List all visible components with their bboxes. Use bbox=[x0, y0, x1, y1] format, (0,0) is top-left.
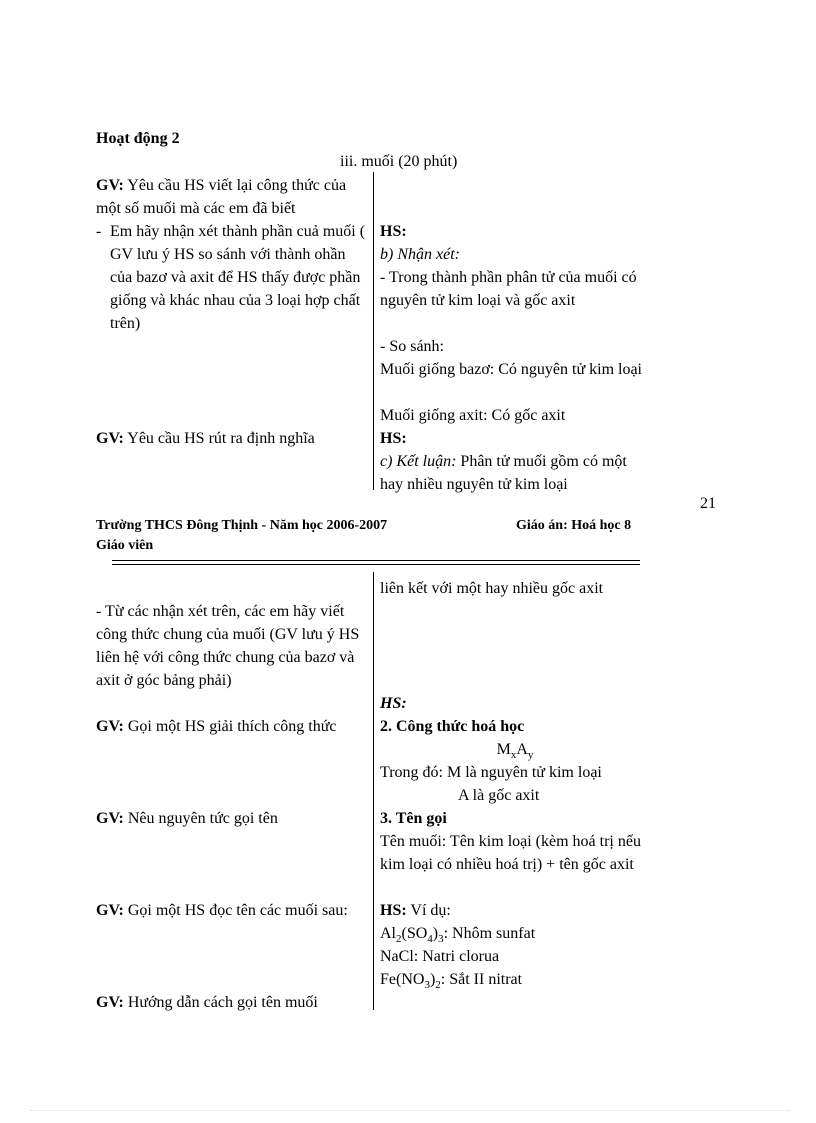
hs-label: HS: bbox=[380, 430, 407, 447]
formula-y: y bbox=[527, 749, 534, 762]
hs-label: HS: bbox=[380, 902, 407, 919]
activity-heading: Hoạt động 2 bbox=[96, 130, 180, 147]
footer-subject: Giáo án: Hoá học 8 bbox=[516, 518, 632, 533]
bullet-text: Em hãy nhận xét thành phần cuả muối ( GV lưu ý HS so sánh với thành ohần của bazơ và axit để HS thấy được phần giống và khác nhau của 3 loại hợp chất trên) bbox=[110, 223, 366, 332]
section-title: iii. muối (20 phút) bbox=[340, 153, 458, 170]
formula-explain-m: Trong đó: M là nguyên tử kim loại bbox=[380, 764, 602, 781]
observation-text: - Trong thành phần phân tử của muối có nguyên tử kim loại và gốc axit bbox=[380, 269, 637, 309]
conclusion-label: c) Kết luận: bbox=[380, 453, 457, 470]
conclusion bbox=[380, 450, 650, 496]
gv-instruction-6 bbox=[96, 991, 366, 1014]
formula-title: 2. Công thức hoá học bbox=[380, 718, 525, 735]
page-number: 21 bbox=[700, 495, 716, 512]
footer-teacher: Giáo viên bbox=[96, 538, 154, 553]
compare-label: - So sánh: bbox=[380, 338, 444, 355]
hs-label: HS: bbox=[380, 223, 407, 240]
gv-instruction-2 bbox=[96, 427, 366, 450]
formula-a: A bbox=[516, 741, 528, 758]
nhan-xet-label: b) Nhận xét: bbox=[380, 246, 460, 263]
column-divider bbox=[373, 172, 374, 490]
example-header bbox=[380, 899, 650, 922]
instruction-general-formula: - Từ các nhận xét trên, các em hãy viết công thức chung của muối (GV lưu ý HS liên hệ với công thức chung của bazơ và axit ở góc bảng phải) bbox=[96, 603, 360, 689]
gv-label: GV: bbox=[96, 430, 124, 447]
naming-title: 3. Tên gọi bbox=[380, 810, 447, 827]
gv-text: Yêu cầu HS rút ra định nghĩa bbox=[123, 430, 315, 447]
gv-label: GV: bbox=[96, 718, 124, 735]
formula-explain-a: A là gốc axit bbox=[458, 787, 540, 804]
gv-instruction-5 bbox=[96, 899, 366, 922]
formula-m: M bbox=[496, 741, 511, 758]
bottom-dotted-rule bbox=[30, 1110, 790, 1111]
bullet-dash: - bbox=[96, 223, 102, 240]
gv-text: Nêu nguyên tức gọi tên bbox=[123, 810, 278, 827]
compare-acid: Muối giống axit: Có gốc axit bbox=[380, 407, 566, 424]
gv-text: Yêu cầu HS viết lại công thức của một số muối mà các em đã biết bbox=[96, 177, 347, 217]
formula-x: x bbox=[510, 749, 517, 762]
compare-base: Muối giống bazơ: Có nguyên tử kim loại bbox=[380, 361, 642, 378]
conclusion-text: Phân tử muối gồm có một hay nhiều nguyên tử kim loại bbox=[380, 453, 627, 493]
example-feno32: $Fe(NO_3)_2$: Sắt II nitrat bbox=[380, 971, 523, 992]
gv-text: Hướng dẫn cách gọi tên muối bbox=[123, 994, 318, 1011]
footer-school: Trường THCS Đông Thịnh - Năm học 2006-2007 bbox=[96, 518, 388, 533]
example-al2so43: $Al_2(SO_4)_3$: Nhôm sunfat bbox=[380, 925, 536, 946]
gv-label: GV: bbox=[96, 177, 124, 194]
column-divider bbox=[373, 572, 374, 1010]
header-double-rule bbox=[112, 560, 640, 565]
gv-label: GV: bbox=[96, 902, 124, 919]
gv-label: GV: bbox=[96, 810, 124, 827]
gv-text: Gọi một HS giải thích công thức bbox=[123, 718, 337, 735]
gv-instruction-4 bbox=[96, 807, 366, 830]
naming-rule: Tên muối: Tên kim loại (kèm hoá trị nếu kim loại có nhiều hoá trị) + tên gốc axit bbox=[380, 833, 641, 873]
conclusion-continued: liên kết với một hay nhiều gốc axit bbox=[380, 580, 604, 597]
gv-label: GV: bbox=[96, 994, 124, 1011]
general-formula bbox=[380, 738, 650, 761]
example-label: Ví dụ: bbox=[406, 902, 451, 919]
example-nacl: NaCl: Natri clorua bbox=[380, 948, 500, 965]
gv-instruction-3 bbox=[96, 715, 366, 738]
gv-instruction-1 bbox=[96, 174, 366, 220]
hs-label-italic: HS: bbox=[380, 695, 407, 712]
gv-text: Gọi một HS đọc tên các muối sau: bbox=[123, 902, 348, 919]
